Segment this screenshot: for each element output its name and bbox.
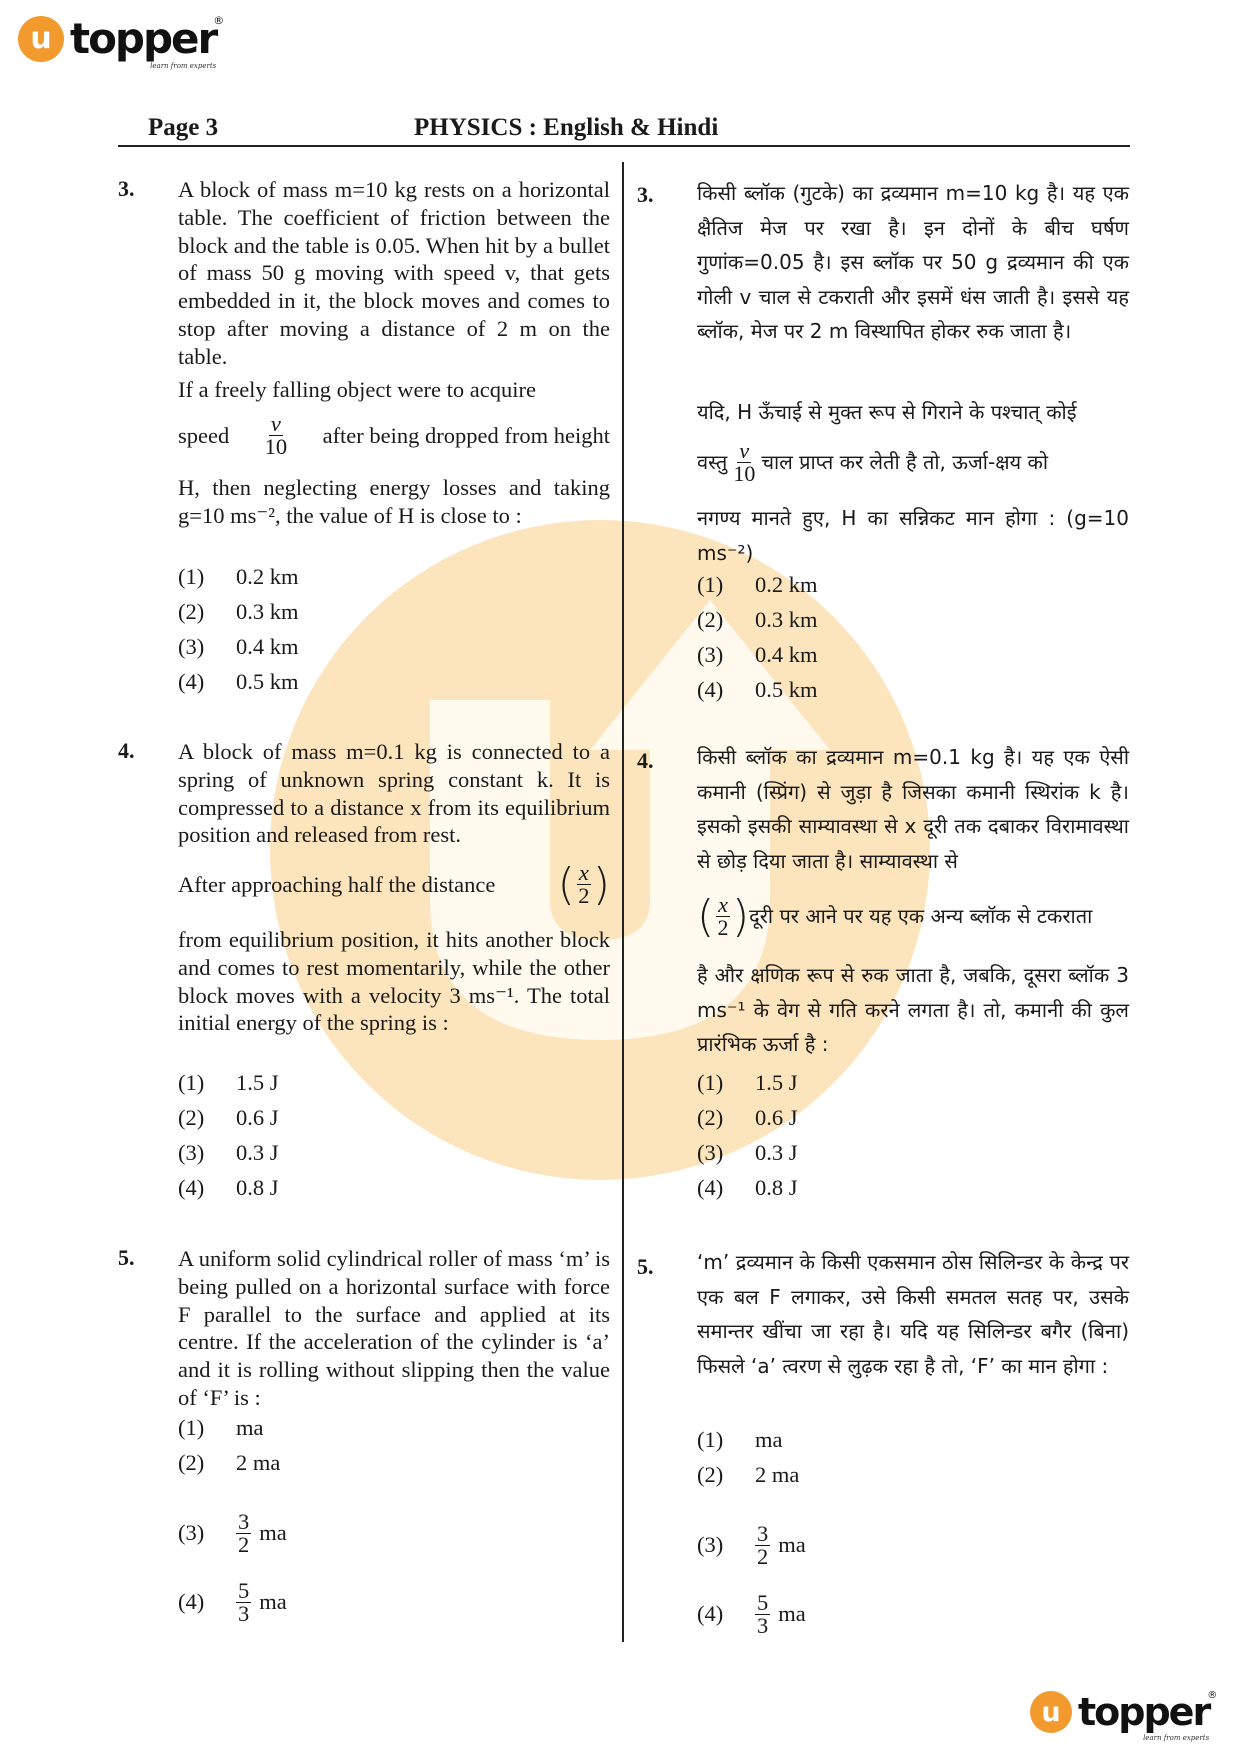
q3-text-hi: किसी ब्लॉक (गुटके) का द्रव्यमान m=10 kg है। यह एक क्षैतिज मेज पर रखा है। इन दोनों के बीच घर्षण गुणांक=0.05 है। इस ब्लॉक पर 50 g द्रव्यमान की एक गोली v चाल से टकराती और इसमें धंस जाती है। इससे यह ब्लॉक, मेज पर 2 m विस्थापित होकर रुक जाता है। xyxy=(697,181,1129,344)
q3-option-en-4[interactable]: (4) 0.5 km xyxy=(178,669,299,694)
q3-fraction-hi: $\frac{v}{10}$ xyxy=(733,438,756,486)
q5-option-en-2[interactable]: (2) 2 ma xyxy=(178,1450,281,1475)
topper-logo xyxy=(18,14,225,70)
q4-text-en-3: from equilibrium position, it hits another block and comes to rest momentarily, while the other block moves with a velocity 3 ms⁻¹. The total initial energy of the spring is : xyxy=(178,927,610,1036)
q4-option-hi-4[interactable]: (4) 0.8 J xyxy=(697,1175,798,1200)
column-divider xyxy=(622,162,624,1642)
q5-option-hi-3[interactable]: (3) $\frac{3}{2}$ ma xyxy=(697,1520,806,1569)
logo-tagline-bottom: learn from experts xyxy=(1143,1734,1210,1742)
q3-text-en-2: If a freely falling object were to acquire xyxy=(178,377,536,402)
q4-option-en-2[interactable]: (2) 0.6 J xyxy=(178,1105,279,1130)
q4-fraction-en: ( $\frac{x}{2}$ ) xyxy=(557,858,610,910)
page-title: PHYSICS : English & Hindi xyxy=(414,114,719,141)
q3-option-hi-2[interactable]: (2) 0.3 km xyxy=(697,607,818,632)
q4-text-hi: किसी ब्लॉक का द्रव्यमान m=0.1 kg है। यह एक ऐसी कमानी (स्प्रिंग) से जुड़ा है जिसका कमानी स्थिरांक k है। इसको इसकी साम्यावस्था से x दूरी तक दबाकर विरामावस्था से छोड़ दिया जाता है। साम्यावस्था से xyxy=(697,745,1129,873)
q5-options-en xyxy=(178,1415,287,1632)
q3-option-en-1[interactable]: (1) 0.2 km xyxy=(178,564,299,589)
logo-reg: ® xyxy=(213,14,225,27)
logo-reg-bottom: ® xyxy=(1207,1690,1218,1701)
q3-text-en-3: H, then neglecting energy losses and taking g=10 ms⁻², the value of H is close to : xyxy=(178,475,610,528)
topper-logo-bottom-icon: u xyxy=(1030,1691,1072,1733)
q3-text-en: A block of mass m=10 kg rests on a horizontal table. The coefficient of friction between the block and the table is 0.05. When hit by a bullet of mass 50 g moving with speed v, that gets embedded in it, the block moves and comes to stop after moving a distance of 2 m on the table. xyxy=(178,177,610,369)
q3-after-hi: चाल प्राप्त कर लेती है तो, ऊर्जा-क्षय को xyxy=(761,450,1049,475)
q5-number-en: 5. xyxy=(118,1245,135,1270)
q4-option-hi-2[interactable]: (2) 0.6 J xyxy=(697,1105,798,1130)
q4-option-en-4[interactable]: (4) 0.8 J xyxy=(178,1175,279,1200)
q5-number-hi: 5. xyxy=(637,1254,654,1279)
q3-speed-line-en xyxy=(178,413,610,458)
q4-fraction-line-hi xyxy=(697,890,1129,942)
topper-logo-icon: u xyxy=(18,16,64,62)
q3-option-en-2[interactable]: (2) 0.3 km xyxy=(178,599,299,624)
q3-vastu-line-hi xyxy=(697,440,1129,485)
q4-option-hi-1[interactable]: (1) 1.5 J xyxy=(697,1070,798,1095)
header-rule xyxy=(118,145,1130,147)
q5-options-hi xyxy=(697,1427,806,1644)
q3-option-hi-4[interactable]: (4) 0.5 km xyxy=(697,677,818,702)
q4-number-en: 4. xyxy=(118,738,135,763)
q3-options-hi xyxy=(697,572,818,712)
q3-number-en: 3. xyxy=(118,176,135,201)
q3-number-hi: 3. xyxy=(637,182,654,207)
q3-option-hi-3[interactable]: (3) 0.4 km xyxy=(697,642,818,667)
page-number: Page 3 xyxy=(148,114,219,141)
q4-text-hi-2: दूरी पर आने पर यह एक अन्य ब्लॉक से टकराता xyxy=(749,904,1093,929)
q3-option-en-3[interactable]: (3) 0.4 km xyxy=(178,634,299,659)
q3-fraction-en: $\frac{v}{10}$ xyxy=(264,411,288,459)
q4-text-en-2: After approaching half the distance xyxy=(178,871,496,897)
q4-fraction-hi: ( $\frac{x}{2}$ ) xyxy=(697,890,750,942)
q4-distance-line-en xyxy=(178,858,610,910)
logo-word-bottom: topper xyxy=(1078,1690,1210,1734)
q3-vastu-word: वस्तु xyxy=(697,450,728,475)
logo-tagline: learn from experts xyxy=(150,62,217,70)
logo-word: topper xyxy=(70,14,217,63)
q4-option-en-1[interactable]: (1) 1.5 J xyxy=(178,1070,279,1095)
q5-option-hi-1[interactable]: (1) ma xyxy=(697,1427,783,1452)
q5-text-en: A uniform solid cylindrical roller of mass ‘m’ is being pulled on a horizontal surface with force F parallel to the surface and applied at its centre. If the acceleration of the cylinder is ‘a’ and it is rolling without slipping then the value of ‘F’ is : xyxy=(178,1246,610,1410)
q4-option-en-3[interactable]: (3) 0.3 J xyxy=(178,1140,279,1165)
q5-option-en-1[interactable]: (1) ma xyxy=(178,1415,264,1440)
q5-option-en-4[interactable]: (4) $\frac{5}{3}$ ma xyxy=(178,1577,287,1626)
q3-option-hi-1[interactable]: (1) 0.2 km xyxy=(697,572,818,597)
q3-options-en xyxy=(178,564,299,704)
q5-text-hi: ‘m’ द्रव्यमान के किसी एकसमान ठोस सिलिन्डर के केन्द्र पर एक बल F लगाकर, उसे किसी समतल सतह पर, उसके समान्तर खींचा जा रहा है। यदि यह सिलिन्डर बगैर (बिना) फिसले ‘a’ त्वरण से लुढ़क रहा है तो, ‘F’ का मान होगा : xyxy=(697,1250,1129,1378)
q5-option-en-3[interactable]: (3) $\frac{3}{2}$ ma xyxy=(178,1508,287,1557)
q3-text-hi-3: नगण्य मानते हुए, H का सन्निकट मान होगा : (g=10 ms⁻²) xyxy=(697,506,1129,565)
q5-option-hi-4[interactable]: (4) $\frac{5}{3}$ ma xyxy=(697,1589,806,1638)
q4-option-hi-3[interactable]: (3) 0.3 J xyxy=(697,1140,798,1165)
q4-number-hi: 4. xyxy=(637,748,654,773)
topper-logo-bottom xyxy=(1030,1690,1218,1742)
q4-options-hi xyxy=(697,1070,798,1210)
q3-after-text: after being dropped from height xyxy=(322,422,610,448)
q4-text-en: A block of mass m=0.1 kg is connected to a spring of unknown spring constant k. It is compressed to a distance x from its equilibrium position and released from rest. xyxy=(178,739,610,848)
q5-option-hi-2[interactable]: (2) 2 ma xyxy=(697,1462,800,1487)
q3-speed-word: speed xyxy=(178,422,230,448)
q3-text-hi-2: यदि, H ऊँचाई से मुक्त रूप से गिराने के पश्चात् कोई xyxy=(697,400,1077,424)
q4-options-en xyxy=(178,1070,279,1210)
q4-text-hi-3: है और क्षणिक रूप से रुक जाता है, जबकि, दूसरा ब्लॉक 3 ms⁻¹ के वेग से गति करने लगता है। तो, कमानी की कुल प्रारंभिक ऊर्जा है : xyxy=(697,963,1129,1057)
